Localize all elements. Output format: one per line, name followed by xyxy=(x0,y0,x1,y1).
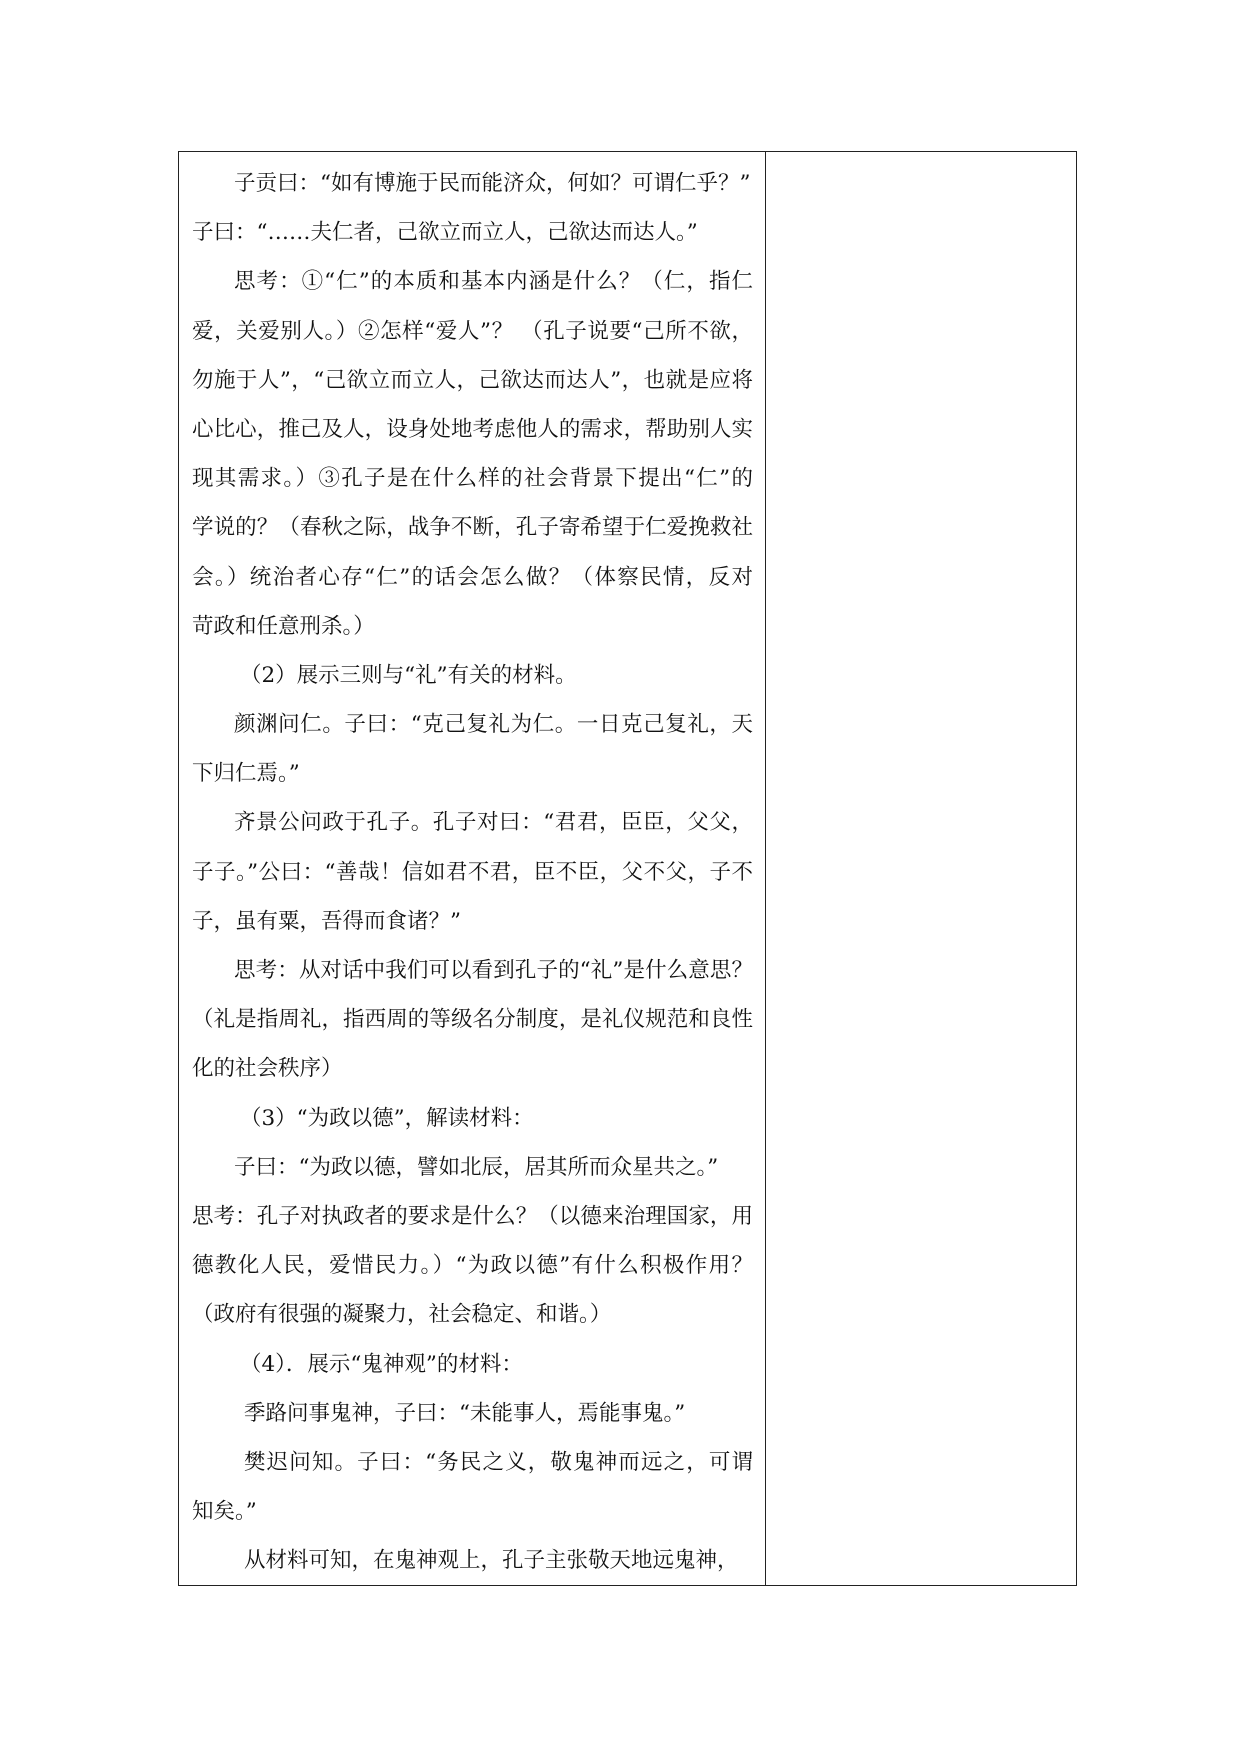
text-line: 学说的？（春秋之际，战争不断，孔子寄希望于仁爱挽救社 xyxy=(192,515,753,541)
text-line: 知矣。” xyxy=(192,1499,257,1525)
content-cell xyxy=(179,152,766,1586)
text-line: 德教化人民，爱惜民力。）“为政以德”有什么积极作用？ xyxy=(192,1253,753,1279)
text-line: 苛政和任意刑杀。） xyxy=(192,613,375,639)
text-line: 化的社会秩序） xyxy=(192,1056,343,1082)
text-line: （政府有很强的凝聚力，社会稳定、和谐。） xyxy=(192,1302,612,1328)
text-line: 爱，关爱别人。）②怎样“爱人”？ （孔子说要“己所不欲， xyxy=(192,318,753,344)
text-line: 思考：①“仁”的本质和基本内涵是什么？（仁，指仁 xyxy=(234,269,753,295)
text-line: 季路问事鬼神，子曰：“未能事人，焉能事鬼。” xyxy=(244,1400,686,1426)
text-line: 子曰：“……夫仁者，己欲立而立人，己欲达而达人。” xyxy=(192,220,698,246)
text-line: 子贡曰：“如有博施于民而能济众，何如？可谓仁乎？” xyxy=(234,171,751,196)
text-line: 思考：从对话中我们可以看到孔子的“礼”是什么意思？ xyxy=(234,958,753,983)
text-line: 从材料可知，在鬼神观上，孔子主张敬天地远鬼神， xyxy=(244,1548,739,1574)
text-line: 会。）统治者心存“仁”的话会怎么做？（体察民情，反对 xyxy=(192,564,753,590)
text-line: （礼是指周礼，指西周的等级名分制度，是礼仪规范和良性 xyxy=(192,1007,753,1033)
text-line: 子子。”公曰：“善哉！信如君不君，臣不臣，父不父，子不 xyxy=(192,859,753,885)
table-row xyxy=(179,152,1077,1586)
text-line: 思考：孔子对执政者的要求是什么？（以德来治理国家，用 xyxy=(192,1203,753,1229)
lesson-table xyxy=(178,151,1077,1586)
text-line: （3）“为政以德”，解读材料： xyxy=(240,1105,534,1131)
text-line: 樊迟问知。子曰：“务民之义，敬鬼神而远之，可谓 xyxy=(244,1449,753,1475)
text-line: 下归仁焉。” xyxy=(192,761,300,787)
text-line: 颜渊问仁。子曰：“克己复礼为仁。一日克己复礼，天 xyxy=(234,712,753,738)
content-text-block xyxy=(179,152,765,1585)
text-line: 勿施于人”，“己欲立而立人，己欲达而达人”，也就是应将 xyxy=(192,367,753,393)
text-line: （4）．展示“鬼神观”的材料： xyxy=(240,1351,523,1377)
text-line: 齐景公问政于孔子。孔子对曰：“君君，臣臣，父父， xyxy=(234,810,753,836)
text-line: 子，虽有粟，吾得而食诸？” xyxy=(192,908,461,934)
notes-cell xyxy=(766,152,1077,1586)
text-line: （2）展示三则与“礼”有关的材料。 xyxy=(240,662,577,688)
text-line: 心比心，推己及人，设身处地考虑他人的需求，帮助别人实 xyxy=(192,416,753,442)
text-line: 子曰：“为政以德，譬如北辰，居其所而众星共之。” xyxy=(234,1154,719,1180)
text-line: 现其需求。）③孔子是在什么样的社会背景下提出“仁”的 xyxy=(192,466,753,492)
